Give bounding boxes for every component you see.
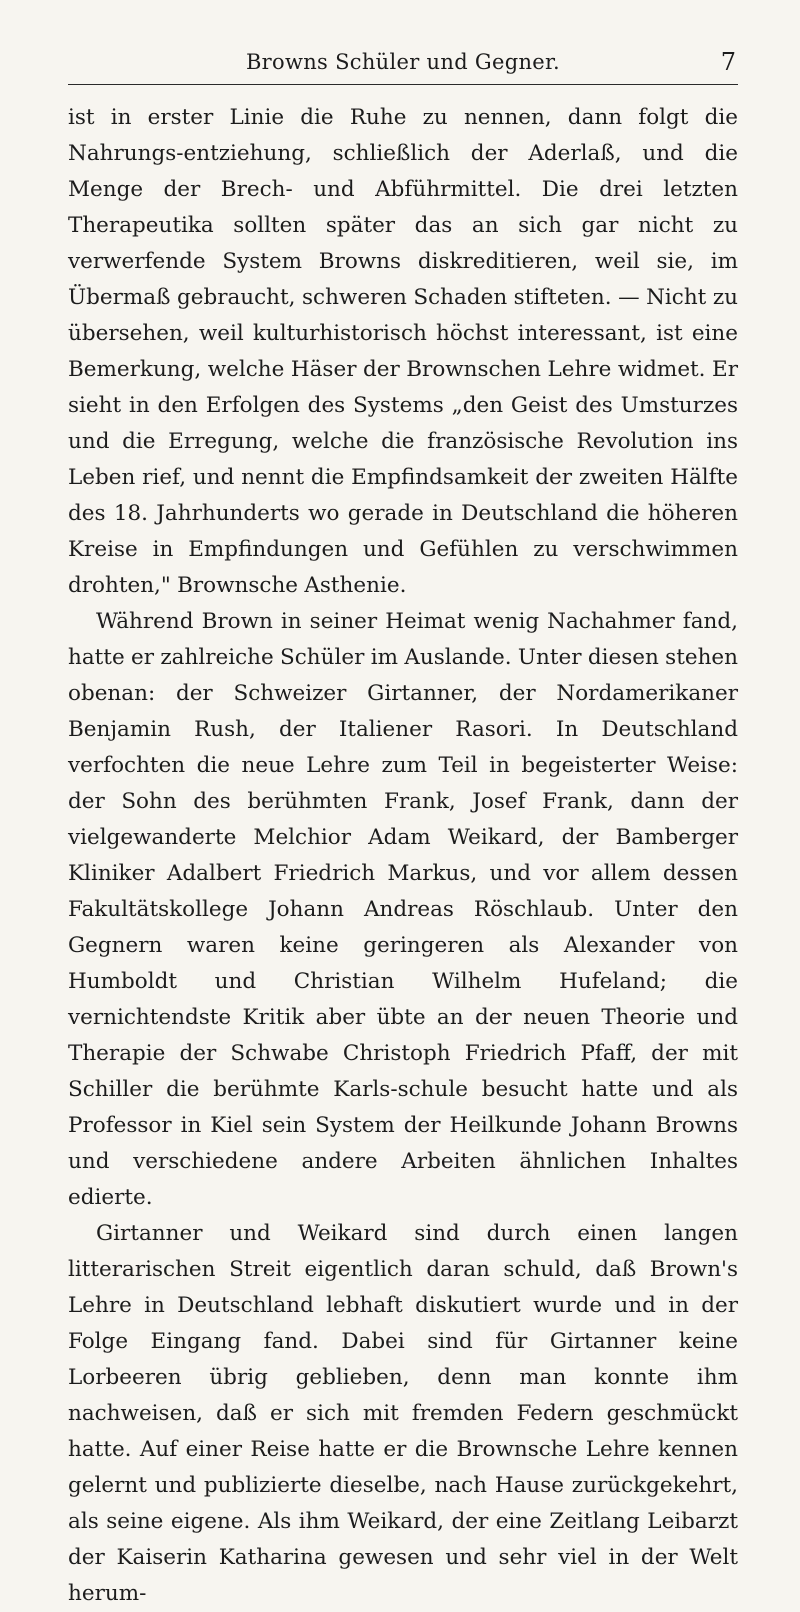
running-head: Browns Schüler und Gegner. bbox=[245, 50, 561, 74]
page-body bbox=[68, 100, 738, 1612]
page-header bbox=[68, 44, 738, 85]
paragraph: ist in erster Linie die Ruhe zu nennen, dann folgt die Nahrungs-entziehung, schließlich der Aderlaß, und die Menge der Brech- und Abführmittel. Die drei letzten Therapeutika sollten später das an sich gar nicht zu verwerfende System Browns diskreditieren, weil sie, im Übermaß gebraucht, schweren Schaden stifteten. — Nicht zu übersehen, weil kulturhistorisch höchst interessant, ist eine Bemerkung, welche Häser der Brownschen Lehre widmet. Er sieht in den Erfolgen des Systems „den Geist des Umsturzes und die Erregung, welche die französische Revolution ins Leben rief, und nennt die Empfindsamkeit der zweiten Hälfte des 18. Jahrhunderts wo gerade in Deutschland die höheren Kreise in Empfindungen und Gefühlen zu verschwimmen drohten," Brownsche Asthenie. bbox=[68, 105, 738, 598]
paragraph: Girtanner und Weikard sind durch einen langen litterarischen Streit eigentlich daran schuld, daß Brown's Lehre in Deutschland lebhaft diskutiert wurde und in der Folge Eingang fand. Dabei sind für Girtanner keine Lorbeeren übrig geblieben, denn man konnte ihm nachweisen, daß er sich mit fremden Federn geschmückt hatte. Auf einer Reise hatte er die Brownsche Lehre kennen gelernt und publizierte dieselbe, nach Hause zurückgekehrt, als seine eigene. Als ihm Weikard, der eine Zeitlang Leibarzt der Kaiserin Katharina gewesen und sehr viel in der Welt herum- bbox=[68, 1221, 738, 1606]
page-number: 7 bbox=[720, 48, 736, 76]
paragraph: Während Brown in seiner Heimat wenig Nachahmer fand, hatte er zahlreiche Schüler im Auslande. Unter diesen stehen obenan: der Schweizer Girtanner, der Nordamerikaner Benjamin Rush, der Italiener Rasori. In Deutschland verfochten die neue Lehre zum Teil in begeisterter Weise: der Sohn des berühmten Frank, Josef Frank, dann der vielgewanderte Melchior Adam Weikard, der Bamberger Kliniker Adalbert Friedrich Markus, und vor allem dessen Fakultätskollege Johann Andreas Röschlaub. Unter den Gegnern waren keine geringeren als Alexander von Humboldt und Christian Wilhelm Hufeland; die vernichtendste Kritik aber übte an der neuen Theorie und Therapie der Schwabe Christoph Friedrich Pfaff, der mit Schiller die berühmte Karls-schule besucht hatte und als Professor in Kiel sein System der Heilkunde Johann Browns und verschiedene andere Arbeiten ähnlichen Inhaltes edierte. bbox=[68, 609, 738, 1210]
